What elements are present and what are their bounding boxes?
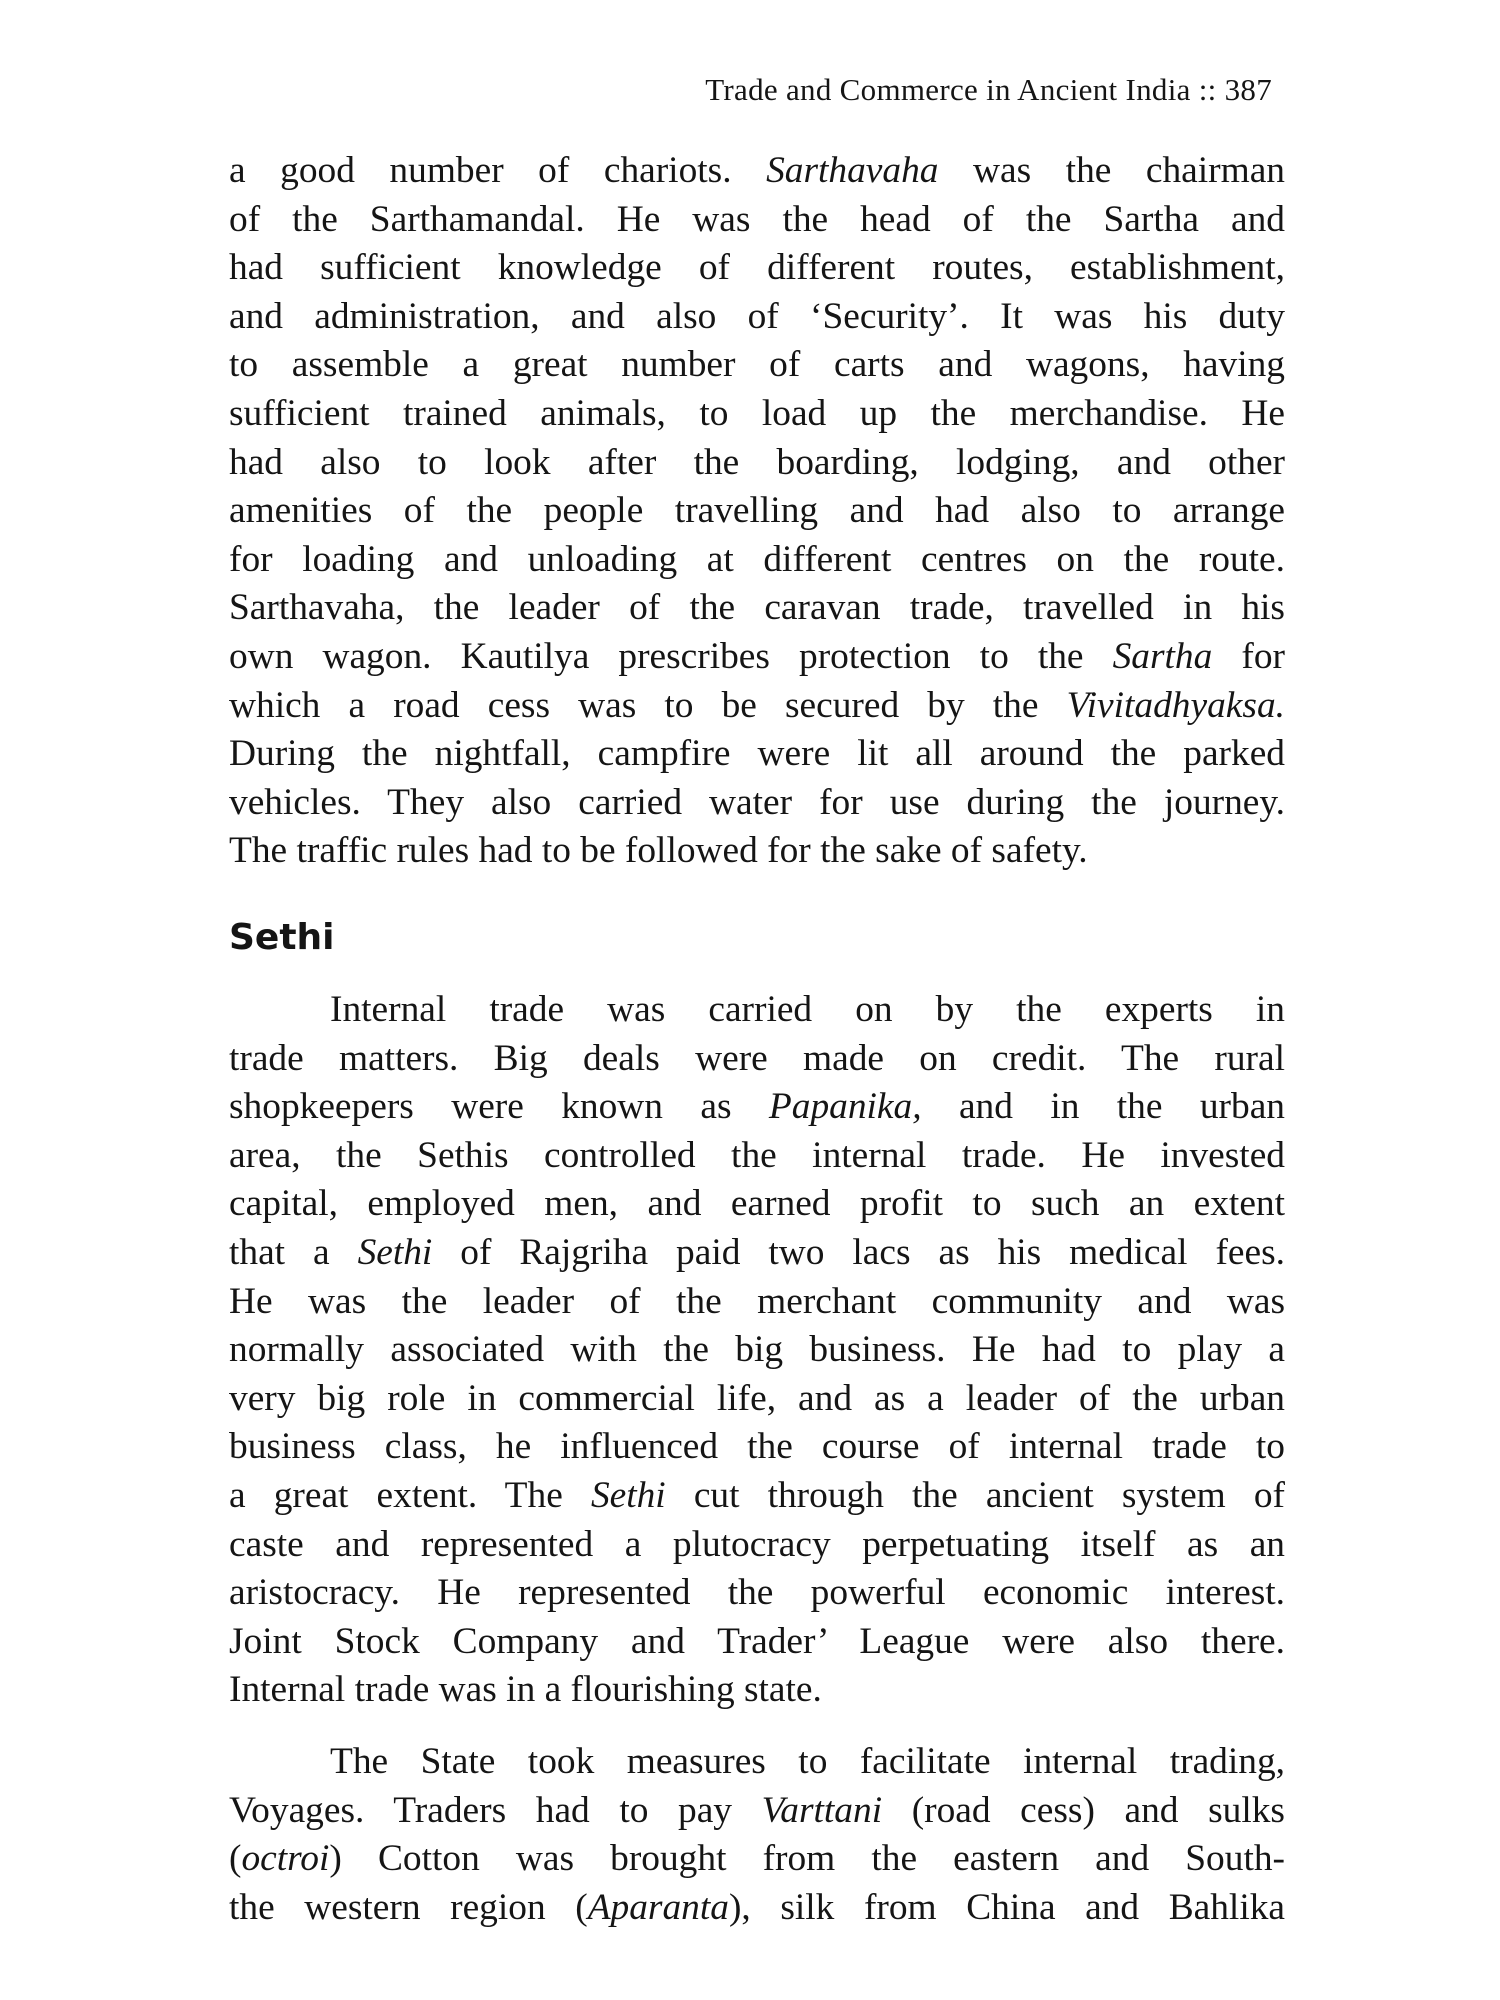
text-line: a great extent. The Sethi cut through the ancient system of xyxy=(229,1474,1286,1516)
text-line: that a Sethi of Rajgriha paid two lacs as his medical fees. xyxy=(229,1231,1285,1273)
italic-term: Sethi xyxy=(357,1231,433,1273)
text-line: which a road cess was to be secured by the Vivitadhyaksa. xyxy=(229,684,1285,726)
text-line: and administration, and also of ‘Security’. It was his duty xyxy=(229,295,1285,337)
text-line: had also to look after the boarding, lodging, and other xyxy=(229,441,1285,483)
section-heading-sethi: Sethi xyxy=(229,917,335,958)
text-line: business class, he influenced the course of internal trade to xyxy=(229,1426,1285,1468)
text-line: Joint Stock Company and Trader’ League were also there. xyxy=(229,1620,1285,1662)
text-line: had sufficient knowledge of different routes, establishment, xyxy=(229,247,1285,289)
text-line: capital, employed men, and earned profit to such an extent xyxy=(229,1183,1285,1225)
paragraph-sethi xyxy=(229,986,1285,1715)
text-line: the western region (Aparanta), silk from China and Bahlika xyxy=(229,1886,1286,1928)
text-line: amenities of the people travelling and had also to arrange xyxy=(229,490,1285,532)
text-line: Internal trade was carried on by the experts in xyxy=(330,989,1285,1030)
text-line: caste and represented a plutocracy perpetuating itself as an xyxy=(229,1523,1285,1565)
italic-term: Sarthavaha xyxy=(766,150,939,191)
text-line: He was the leader of the merchant community and was xyxy=(229,1280,1285,1322)
italic-term: octroi xyxy=(241,1838,330,1880)
text-line: (octroi) Cotton was brought from the eastern and South- xyxy=(229,1838,1285,1880)
text-line: very big role in commercial life, and as a leader of the urban xyxy=(229,1377,1285,1419)
paragraph-caravan xyxy=(229,147,1285,876)
text-line: vehicles. They also carried water for use during the journey. xyxy=(229,781,1285,823)
text-line: area, the Sethis controlled the internal trade. He invested xyxy=(229,1134,1285,1176)
text-line: aristocracy. He represented the powerful economic interest. xyxy=(229,1572,1285,1614)
text-line: Sarthavaha, the leader of the caravan trade, travelled in his xyxy=(229,587,1285,629)
italic-term: Sartha xyxy=(1112,635,1213,677)
text-line: shopkeepers were known as Papanika, and in the urban xyxy=(229,1086,1285,1128)
paragraph-state-measures xyxy=(229,1738,1285,1932)
text-line: Internal trade was in a flourishing state. xyxy=(229,1669,822,1711)
text-line: During the nightfall, campfire were lit all around the parked xyxy=(229,733,1285,775)
text-line: normally associated with the big business. He had to play a xyxy=(229,1329,1285,1371)
italic-term: Sethi xyxy=(590,1474,666,1516)
text-line: Voyages. Traders had to pay Varttani (road cess) and sulks xyxy=(229,1789,1285,1831)
text-line: to assemble a great number of carts and wagons, having xyxy=(229,344,1285,386)
text-line: for loading and unloading at different centres on the route. xyxy=(229,538,1285,580)
text-line: sufficient trained animals, to load up the merchandise. He xyxy=(229,392,1285,434)
text-line: a good number of chariots. Sarthavaha was the chairman xyxy=(229,150,1285,191)
italic-term: Varttani xyxy=(761,1789,883,1831)
text-line: The traffic rules had to be followed for the sake of safety. xyxy=(229,830,1088,872)
italic-term: Aparanta xyxy=(587,1886,729,1928)
text-line: The State took measures to facilitate internal trading, xyxy=(330,1741,1285,1782)
text-line: own wagon. Kautilya prescribes protection to the Sartha for xyxy=(229,635,1285,677)
text-line: trade matters. Big deals were made on credit. The rural xyxy=(229,1037,1285,1079)
italic-term: Papanika, xyxy=(768,1086,922,1128)
running-head: Trade and Commerce in Ancient India :: 387 xyxy=(705,72,1272,107)
text-line: of the Sarthamandal. He was the head of the Sartha and xyxy=(229,198,1285,240)
italic-term: Vivitadhyaksa. xyxy=(1066,684,1285,726)
